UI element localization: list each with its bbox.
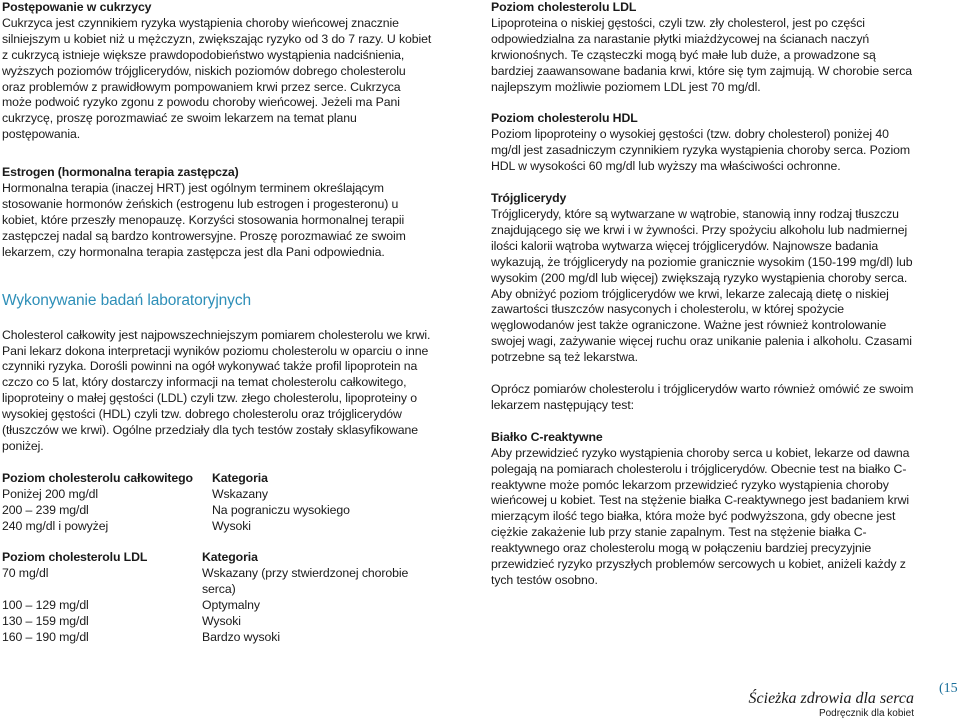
crp-paragraph: Aby przewidzieć ryzyko wystąpienia choroby serca u kobiet, lekarze od dawna polegają na pomiarach cholesterolu i trójglicerydów. Obecnie test na białko C-reaktywne może pomóc lekarzom przewidzieć ryzyko wystąpienia choroby wieńcowej u kobiet. Test na stężenie białka C-reaktywnego jest badaniem krwi mierzącym ilość tego białka, która może być podwyższona, gdy obecne jest ciężkie zakażenie lub przy stanie zapalnym. Test na stężenie białka C-reaktywnego oraz cholesterolu mogą w połączeniu bardziej precyzyjnie przewidzieć ryzyko przyszłych problemów sercowych u kobiet, aniżeli każdy z tych testów osobno. [491, 445, 910, 587]
diabetes-heading: Postępowanie w cukrzycy [2, 0, 152, 14]
table-header: Poziom cholesterolu całkowitego [2, 470, 193, 485]
hdl-heading: Poziom cholesterolu HDL [491, 111, 638, 126]
ldl-paragraph: Lipoproteina o niskiej gęstości, czyli tzw. zły cholesterol, jest po części odpowiedzialna za narastanie płytki miażdżycowej na ścianach naczyń krwionośnych. Te cząsteczki mogą być małe lub duże, a prowadzone są bardziej zaawansowane badania krwi, które się tym zajmują. W chorobie serca najlepszym możliwie poziomem LDL jest 70 mg/dl. [491, 15, 913, 94]
table-cell: 240 mg/dl i powyżej [2, 518, 109, 533]
triglycerides-heading: Trójglicerydy [491, 191, 567, 206]
table-cell: 200 – 239 mg/dl [2, 502, 89, 517]
right-column [491, 0, 921, 589]
table-cell: 160 – 190 mg/dl [2, 630, 89, 644]
crp-heading: Białko C-reaktywne [491, 429, 603, 444]
table-header: Poziom cholesterolu LDL [2, 550, 148, 565]
hdl-paragraph: Poziom lipoproteiny o wysokiej gęstości (tzw. dobry cholesterol) poniżej 40 mg/dl jest zasadniczym czynnikiem ryzyka wystąpienia choroby serca. Poziom HDL w wysokości 60 mg/dl lub wyższy ma właściwości ochronne. [491, 127, 911, 174]
table-cell: Bardzo wysoki [202, 630, 280, 644]
table-header: Kategoria [202, 550, 258, 565]
table-cell: Poniżej 200 mg/dl [2, 486, 99, 501]
lab-tests-title: Wykonywanie badań laboratoryjnych [2, 291, 252, 309]
table-cell: Wskazany (przy stwierdzonej chorobie serca) [202, 566, 409, 597]
estrogen-paragraph: Hormonalna terapia (inaczej HRT) jest ogólnym terminem określającym stosowanie hormonów żeńskich (estrogenu lub estrogen i progesteronu) u kobiet, które przeszły menopauzę. Korzyści stosowania hormonalnej terapii zastępczej nadal są bardzo kontrowersyjne. Proszę porozmawiać ze swoim lekarzem, czy hormonalna terapia zastępcza jest dla Pani odpowiednia. [2, 181, 406, 259]
footer-title: Ścieżka zdrowia dla serca [748, 690, 914, 707]
footer-subtitle: Podręcznik dla kobiet [818, 708, 914, 719]
estrogen-heading: Estrogen (hormonalna terapia zastępcza) [2, 165, 239, 180]
total-cholesterol-table [2, 471, 350, 535]
lab-tests-paragraph: Cholesterol całkowity jest najpowszechniejszym pomiarem cholesterolu we krwi. Pani lekarz dokona interpretacji wyników poziomu cholesterolu w oparciu o inne czynniki ryzyka. Dorośli powinni na ogół wykonywać także profil lipoprotein na czczo co 5 lat, który dostarczy informacji na temat cholesterolu całkowitego, lipoproteiny o małej gęstości (LDL) czyli tzw. złego cholesterolu, lipoproteiny o wysokiej gęstości (HDL) czyli tzw. dobrego cholesterolu oraz trójglicerydów (tłuszczów we krwi). Ogólne przedziały dla tych testów zostały sklasyfikowane poniżej. [2, 327, 431, 453]
table-cell: Wysoki [202, 614, 241, 629]
table-row [2, 614, 432, 630]
table-cell: Optymalny [202, 598, 260, 613]
triglycerides-paragraph: Trójglicerydy, które są wytwarzane w wątrobie, stanowią inny rodzaj tłuszczu znajdującego się we krwi i w żywności. Przy spożyciu alkoholu lub nadmiernej ilości kalorii wątroba wytwarza więcej trójglicerydów. Najnowsze badania wykazują, że trójglicerydy na poziomie granicznie wysokim (150-199 mg/dl) lub wysokim (200 mg/dl lub więcej) zwiększają ryzyko wystąpienia choroby serca. Aby obniżyć poziom trójglicerydów we krwi, lekarze zalecają dietę o niskiej zawartości tłuszczów nasyconych i cholesterolu, w której spożycie węglowodanów jest także ograniczone. Ważne jest również kontrolowanie swojej wagi, zażywanie więcej ruchu oraz unikanie palenia i alkoholu. Czasami potrzebne są też lekarstwa. [491, 206, 913, 365]
ldl-cholesterol-table [2, 550, 432, 645]
table-cell: 130 – 159 mg/dl [2, 614, 89, 629]
diabetes-paragraph: Cukrzyca jest czynnikiem ryzyka wystąpienia choroby wieńcowej znacznie silniejszym u kobiet niż u mężczyzn, zwiększając ryzyko od 3 do 7 razy. U kobiet z cukrzycą istnieje większe prawdopodobieństwo wystąpienia nadciśnienia, wyższych poziomów trójglicerydów, niskich poziomów dobrego cholesterolu oraz problemów z prawidłowym pompowaniem krwi przez serce. Cukrzyca może podwoić ryzyko zgonu z powodu choroby wieńcowej. Jeżeli ma Pani cukrzycę, proszę porozmawiać ze swoim lekarzem na temat planu postępowania. [2, 15, 432, 142]
table-cell: Wskazany [212, 486, 268, 501]
table-cell: Na pograniczu wysokiego [212, 502, 350, 517]
table-cell: 70 mg/dl [2, 566, 49, 581]
ldl-heading: Poziom cholesterolu LDL [491, 0, 637, 14]
page-number: (15 [939, 681, 958, 696]
table-cell: Wysoki [212, 518, 251, 533]
table-row [2, 519, 350, 535]
table-header: Kategoria [212, 470, 268, 485]
left-column [2, 0, 432, 646]
footer [749, 690, 914, 720]
table-row [2, 566, 432, 598]
table-row [2, 598, 432, 614]
table-row [2, 630, 432, 646]
other-tests-paragraph: Oprócz pomiarów cholesterolu i trójglicerydów warto również omówić ze swoim lekarzem następujący test: [491, 382, 914, 412]
table-row [2, 503, 350, 519]
table-cell: 100 – 129 mg/dl [2, 598, 89, 613]
table-row [2, 487, 350, 503]
